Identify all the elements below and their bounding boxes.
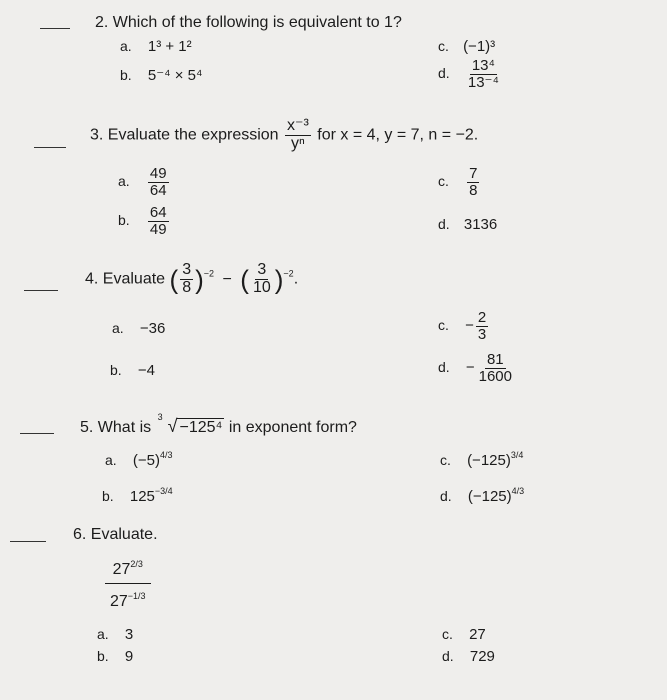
question-number: 4. [85, 270, 99, 288]
option-exponent: 3/4 [510, 450, 524, 460]
option-fraction [148, 205, 169, 238]
fraction-numerator: x⁻³ [287, 117, 309, 134]
option-value: 9 [124, 648, 134, 665]
question-number: 3. [90, 126, 104, 144]
q6-option-b[interactable] [97, 648, 133, 665]
option-value: 3 [124, 626, 134, 643]
fraction-numerator: 49 [149, 165, 167, 182]
question-text-after: in exponent form? [228, 419, 357, 436]
option-expression: 5⁻⁴ × 5⁴ [147, 67, 203, 84]
option-exponent: 4/3 [159, 450, 173, 460]
fraction-denominator: 8 [182, 278, 192, 296]
fraction-numerator: 3 [257, 261, 267, 278]
option-base: (−5) [132, 452, 160, 469]
question-6 [73, 526, 158, 544]
fraction-numerator [105, 560, 151, 584]
option-letter: a. [97, 626, 109, 642]
numerator-base: 27 [112, 561, 131, 578]
fraction-numerator: 3 [182, 261, 192, 278]
option-letter: d. [438, 359, 450, 376]
fraction-denominator: 64 [149, 181, 167, 199]
denominator-exponent: −1/3 [127, 590, 146, 601]
option-exponent: −3/4 [154, 486, 173, 496]
fraction-numerator: 64 [149, 204, 167, 221]
radicand: −125⁴ [179, 419, 223, 436]
q5-option-b[interactable] [102, 488, 173, 505]
option-letter: b. [102, 488, 114, 504]
option-value: 3136 [463, 216, 498, 233]
expression-fraction-1 [180, 262, 193, 297]
option-letter: c. [442, 626, 453, 642]
q2-option-c[interactable] [438, 38, 495, 55]
option-base: (−125) [467, 452, 511, 469]
question-text: Which of the following is equivalent to 1? [112, 14, 402, 31]
q4-option-c[interactable] [438, 310, 490, 343]
fraction-denominator: 10 [252, 278, 271, 296]
option-letter: b. [118, 212, 130, 229]
question-condition: for x = 4, y = 7, n = −2. [317, 126, 479, 144]
question-text: What is [97, 419, 152, 436]
right-paren: ) [274, 264, 284, 295]
answer-blank-q4[interactable] [24, 290, 58, 291]
question-text: Evaluate [102, 270, 166, 288]
exponent: −2 [203, 268, 215, 279]
option-letter: b. [97, 648, 109, 664]
option-letter: c. [438, 317, 449, 334]
option-base: (−125) [467, 488, 512, 505]
answer-blank-q6[interactable] [10, 541, 46, 542]
question-number: 2. [95, 14, 109, 31]
q4-option-b[interactable] [110, 362, 155, 379]
left-paren: ( [240, 264, 249, 295]
answer-blank-q2[interactable] [40, 28, 70, 29]
fraction-numerator: 2 [477, 309, 487, 326]
root-index: 3 [157, 412, 163, 422]
q3-option-b[interactable] [118, 205, 171, 238]
option-letter: b. [120, 67, 132, 83]
option-letter: a. [118, 173, 130, 190]
fraction-numerator: 81 [486, 351, 504, 368]
option-fraction [466, 58, 501, 91]
cube-root [156, 412, 225, 437]
option-letter: a. [112, 320, 124, 336]
q5-option-c[interactable] [440, 452, 523, 469]
expression-fraction [102, 560, 154, 611]
option-expression: (−1)³ [463, 38, 496, 55]
q3-option-d[interactable] [438, 216, 497, 233]
option-letter: b. [110, 362, 122, 378]
option-value: 729 [469, 648, 495, 665]
minus-sign: − [222, 270, 232, 288]
fraction-denominator [102, 584, 154, 611]
q5-option-d[interactable] [440, 488, 524, 505]
q2-option-b[interactable] [120, 66, 202, 84]
option-exponent: 4/3 [511, 486, 525, 496]
fraction-denominator: yⁿ [291, 134, 305, 152]
right-paren: ) [195, 264, 204, 295]
answer-blank-q3[interactable] [34, 147, 66, 148]
radical-sign: √ [167, 416, 178, 436]
option-fraction [477, 352, 514, 385]
question-number: 5. [80, 419, 94, 436]
exponent: −2 [283, 268, 294, 279]
option-value: −4 [137, 362, 155, 379]
option-value: 27 [469, 626, 486, 643]
option-letter: c. [440, 452, 451, 468]
question-text: Evaluate. [90, 526, 158, 543]
numerator-exponent: 2/3 [130, 559, 143, 569]
q6-option-c[interactable] [442, 626, 486, 643]
expression-fraction-2 [251, 262, 273, 297]
denominator-base: 27 [110, 592, 128, 610]
q6-option-d[interactable] [442, 648, 495, 665]
fraction-denominator: 3 [477, 325, 487, 343]
q3-option-c[interactable] [438, 166, 481, 199]
option-base: 125 [129, 488, 155, 505]
option-fraction [148, 166, 169, 199]
q3-option-a[interactable] [118, 166, 171, 199]
expression-fraction [285, 118, 311, 153]
q5-option-a[interactable] [105, 452, 172, 469]
option-letter: d. [440, 488, 452, 504]
option-letter: c. [438, 38, 449, 54]
question-text: Evaluate the expression [107, 126, 279, 144]
fraction-denominator: 8 [469, 181, 478, 199]
fraction-denominator: 13⁻⁴ [467, 73, 499, 91]
q2-option-a[interactable] [120, 38, 192, 55]
fraction-numerator: 7 [469, 165, 478, 182]
question-2 [95, 14, 402, 32]
question-4: 4. Evaluate ( $\frac{3}{8}$ )$^{-2}$ − ( $\frac{3}{10}$ )$^{-2}$. [85, 261, 299, 296]
q4-option-d[interactable] [438, 352, 516, 385]
fraction-denominator: 1600 [478, 367, 512, 385]
option-letter: d. [438, 65, 450, 82]
q6-option-a[interactable] [97, 626, 133, 643]
q4-option-a[interactable] [112, 320, 165, 337]
fraction-denominator: 49 [149, 220, 167, 238]
question-5 [80, 412, 357, 437]
q6-expression [100, 560, 156, 611]
option-letter: a. [105, 452, 117, 468]
option-fraction [467, 166, 479, 199]
option-letter: d. [442, 648, 454, 664]
option-sign: − [465, 317, 474, 335]
option-letter: c. [438, 173, 449, 190]
q2-option-d[interactable] [438, 58, 503, 91]
option-letter: d. [438, 216, 450, 232]
answer-blank-q5[interactable] [20, 433, 54, 434]
question-3 [90, 118, 478, 153]
option-fraction [476, 310, 488, 343]
option-value: −36 [139, 320, 166, 337]
question-number: 6. [73, 526, 87, 543]
option-expression: 1³ + 1² [147, 38, 192, 55]
option-letter: a. [120, 38, 132, 54]
fraction-numerator: 13⁴ [471, 57, 495, 74]
left-paren: ( [169, 264, 179, 295]
option-sign: − [465, 359, 475, 377]
